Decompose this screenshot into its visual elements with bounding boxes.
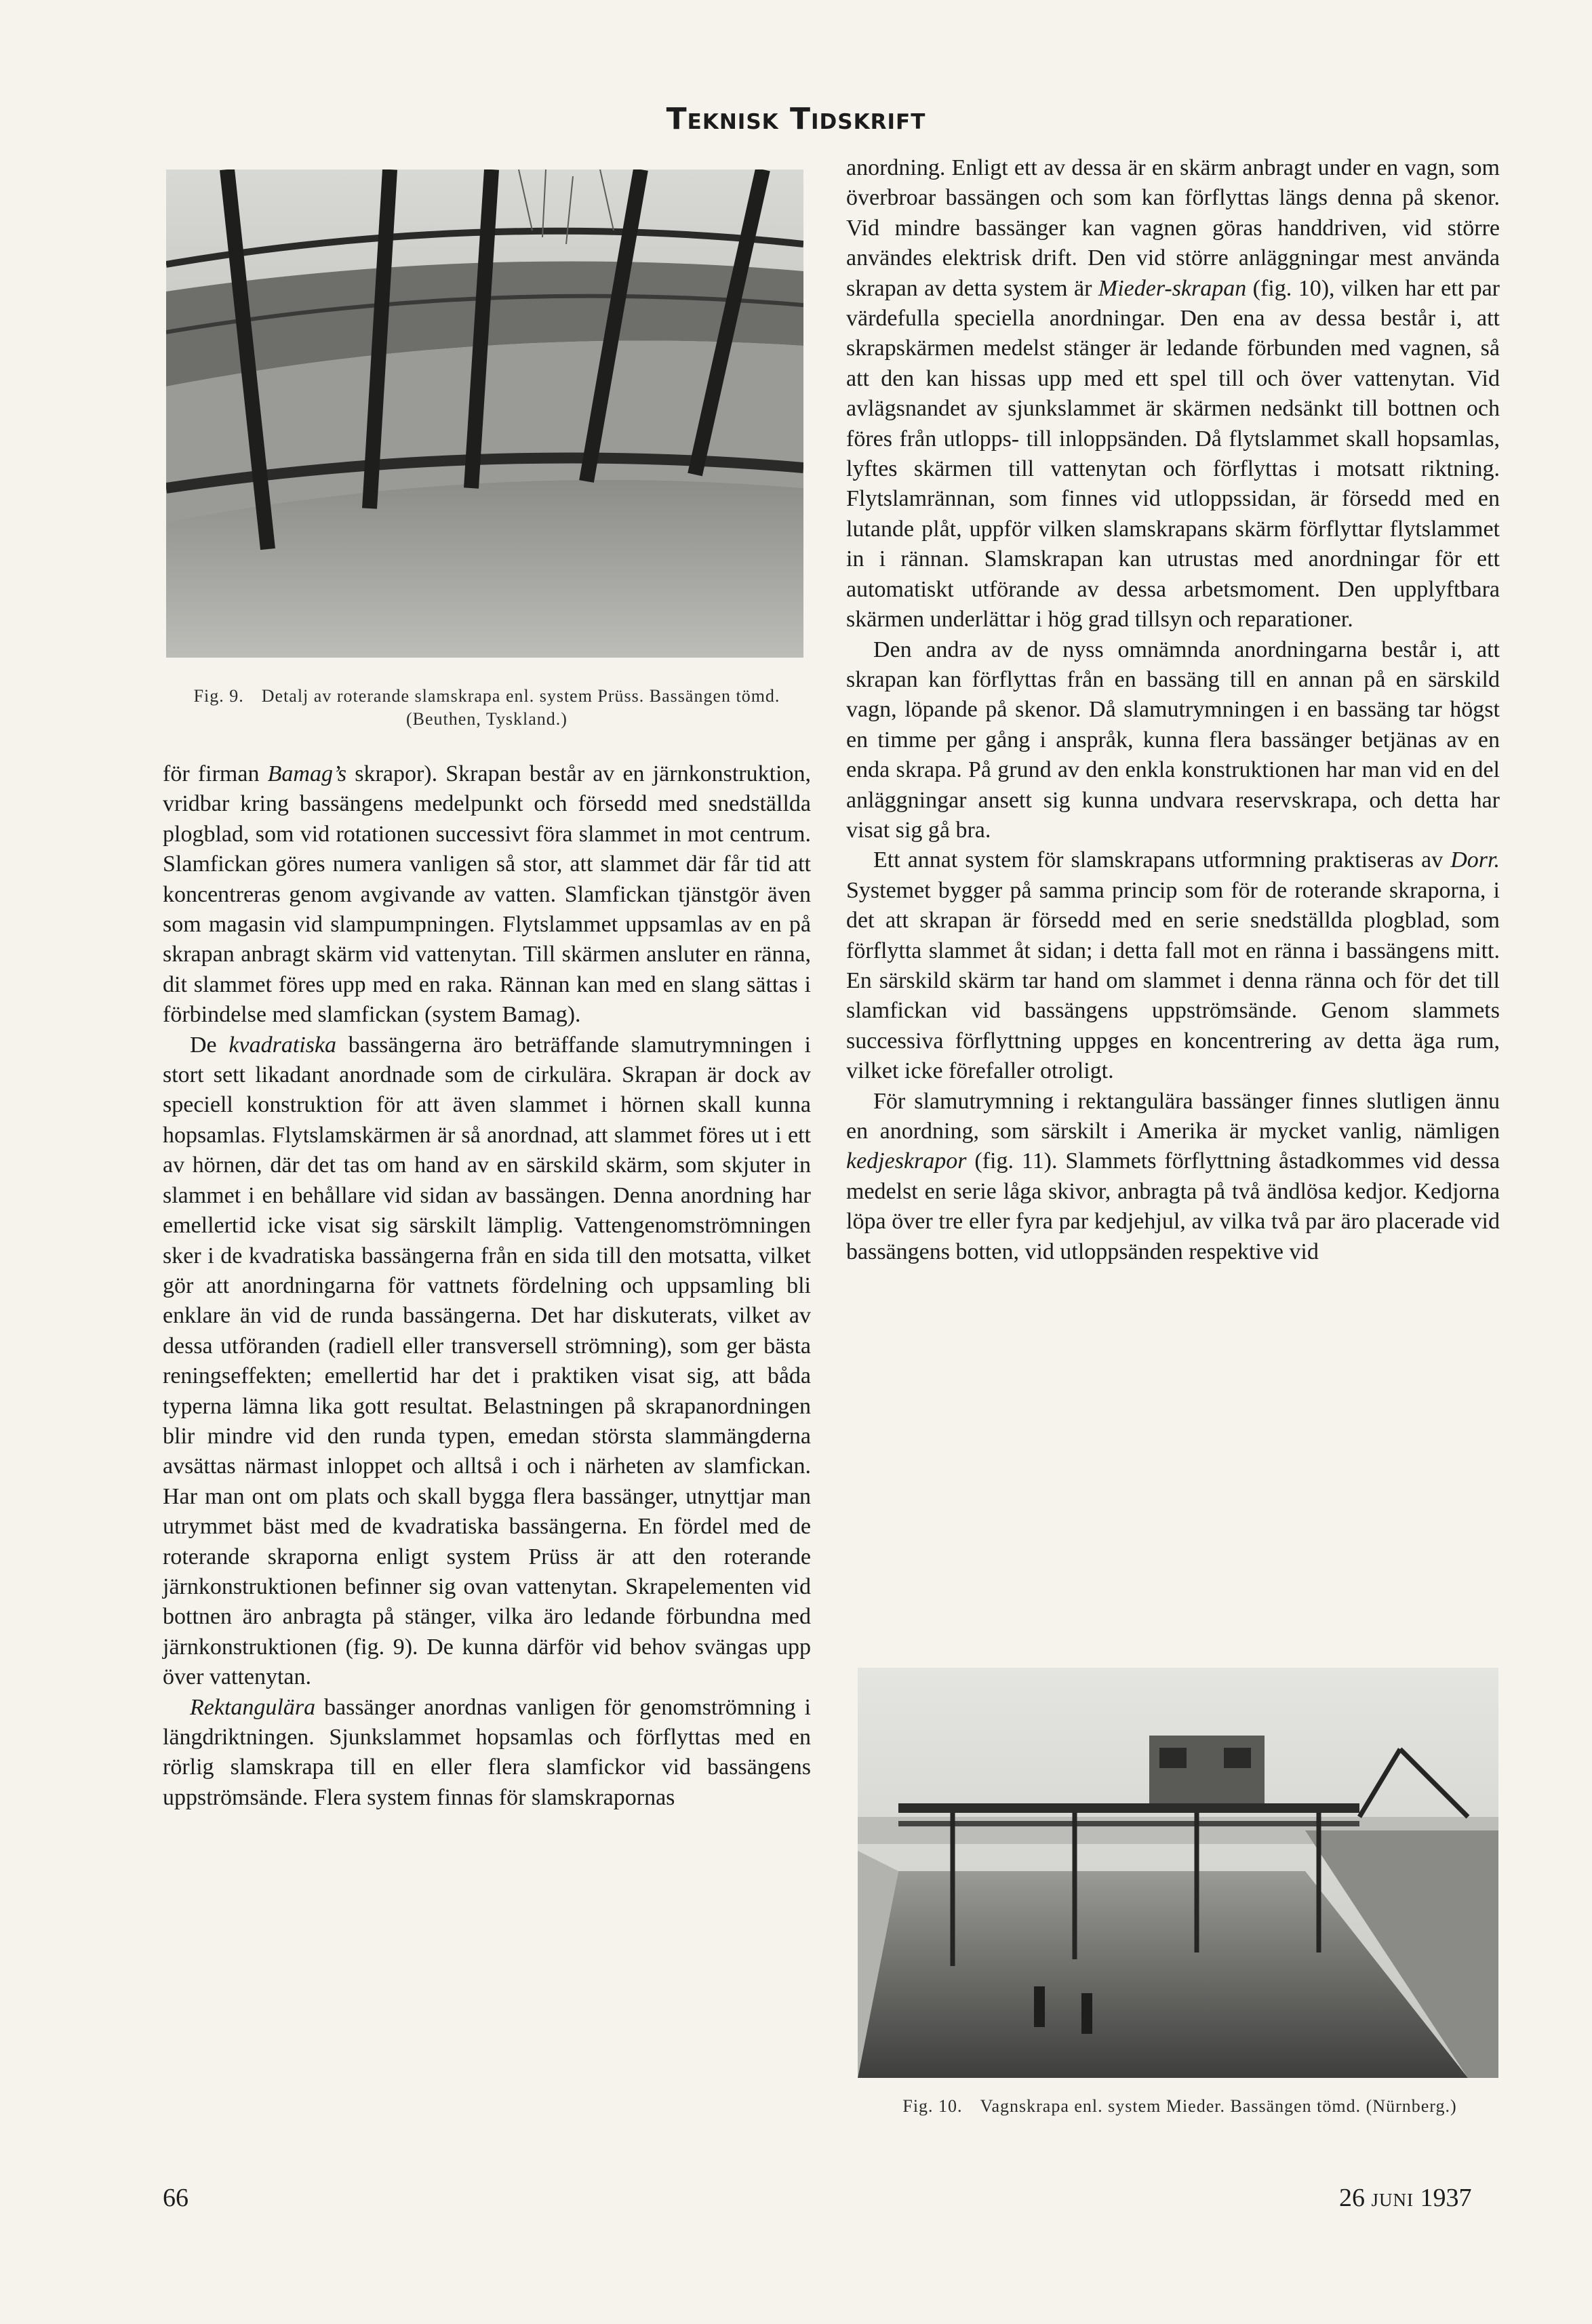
figure-10-label: Fig. 10. [902, 2096, 963, 2116]
issue-date [1339, 2183, 1472, 2213]
text-run: För slamutrymning i rektangulära bassänger finnes slutligen ännu en anordning, som särskilt i Amerika är mycket vanlig, nämligen [846, 1088, 1500, 1144]
text-run: för firman [163, 761, 268, 786]
figure-10-caption-text: Vagnskrapa enl. system Mieder. Bassängen tömd. (Nürnberg.) [980, 2096, 1457, 2116]
text-run: Systemet bygger på samma princip som för de roterande skraporna, i det att skrapan är försedd med en serie snedställda plogblad, som förflytta slammet åt sidan; i detta fall mot en ränna i bassängens mitt. En särskild skärm tar hand om slammet i denna ränna och för det till slamfickan vid bassängens uppströmsände. Genom slammets successiva förflyttning uppges en koncentrering av detta äga rum, vilket icke förefaller otroligt. [846, 877, 1500, 1084]
italic-term: kvadratiska [228, 1032, 337, 1058]
left-text-column [163, 759, 811, 1813]
italic-term: Mieder-skrapan [1098, 275, 1247, 301]
carriage-scraper-photo-illustration [858, 1668, 1498, 2078]
date-year: 1937 [1420, 2184, 1472, 2212]
figure-9-label: Fig. 9. [193, 686, 244, 706]
page-number: 66 [163, 2184, 188, 2212]
italic-term: Dorr. [1450, 847, 1500, 873]
text-run: De [190, 1032, 229, 1058]
figure-10-caption [854, 2095, 1505, 2118]
date-day: 26 [1339, 2184, 1365, 2212]
right-text-column [846, 153, 1500, 1267]
text-run: bassänger anordnas vanligen för genomströmning i längdriktningen. Sjunkslammet hopsamlas och förflyttas med en rörlig slamskrapa till en eller flera slamfickor vid bassängens uppströmsände. Flera system finnas för slamskrapornas [163, 1694, 811, 1810]
left-paragraph-2 [163, 1030, 811, 1693]
right-paragraph-1 [846, 153, 1500, 635]
right-paragraph-3 [846, 845, 1500, 1086]
text-run: (fig. 11). Slammets förflyttning åstadkommes vid dessa medelst en serie låga skivor, anbragta på två ändlösa kedjor. Kedjorna löpa över tre eller fyra par kedjehjul, av vilka två par äro placerade vid bassängens botten, vid utloppsänden respektive vid [846, 1148, 1500, 1264]
left-paragraph-1 [163, 759, 811, 1030]
scraper-photo-illustration [166, 169, 803, 658]
figure-10-photo [858, 1668, 1498, 2078]
italic-term: kedjeskrapor [846, 1148, 967, 1174]
left-paragraph-3 [163, 1693, 811, 1814]
figure-9-caption [155, 685, 819, 731]
right-paragraph-4 [846, 1087, 1500, 1267]
figure-9-photo [166, 169, 803, 658]
right-paragraph-2: Den andra av de nyss omnämnda anordningarna består i, att skrapan kan förflyttas från en bassäng till en annan på en särskild vagn, löpande på skenor. Då slamutrymningen i en bassäng tar högst en timme per gång i anspråk, kunna flera bassänger betjänas av en enda skrapa. På grund av den enkla konstruktionen har man vid en del anläggningar ansett sig kunna undvara reservskrapa, och detta har visat sig gå bra. [846, 637, 1500, 843]
text-run: anordning. Enligt ett av dessa är en skärm anbragt under en vagn, som överbroar bassängen och som kan förflyttas längs denna på skenor. Vid mindre bassänger kan vagnen göras handdriven, vid större användes elektrisk drift. Den vid större anläggningar mest använda skrapan av detta system är [846, 155, 1500, 301]
italic-term: Bamag’s [267, 761, 347, 786]
text-run: (fig. 10), vilken har ett par värdefulla speciella anordningar. Den ena av dessa består i, att skrapskärmen medelst stänger är ledande förbunden med vagnen, så att den kan hissas upp med ett spel till och över vattenytan. Vid avlägsnandet av sjunkslammet är skärmen nedsänkt till bottnen och föres från utlopps- till inloppsänden. Då flytslammet skall hopsamlas, lyftes skärmen till vattenytan och förflyttas i motsatt riktning. Flytslamrännan, som finnes vid utloppssidan, är försedd med en lutande plåt, uppför vilken slamskrapans skärm förflyttar flytslammet in i rännan. Slamskrapan kan utrustas med anordningar för ett automatiskt utförande av dessa arbetsmoment. Den upplyftbara skärmen underlättar i hög grad tillsyn och reparationer. [846, 275, 1500, 633]
journal-header: Teknisk Tidskrift [666, 102, 926, 136]
text-run: bassängerna äro beträffande slamutrymningen i stort sett likadant anordnade som de cirkulära. Skrapan är dock av speciell konstruktion för att även slammet i hörnen skall kunna hopsamlas. Flytslamskärmen är så anordnad, att slammet föres ut i ett av hörnen, där det tas om hand av en särskild skärm, som skjuter in slammet i en behållare vid sidan av bassängen. Denna anordning har emellertid icke visat sig särskilt lämplig. Vattengenomströmningen sker i de kvadratiska bassängerna från en sida till den motsatta, vilket gör att anordningarna för vattnets fördelning och uppsamling bli enklare än vid de runda bassängerna. Det har diskuterats, vilket av dessa utföranden (radiell eller transversell strömning), som ger bästa reningseffekten; emellertid har det i praktiken visat sig, att båda typerna lämna lika gott resultat. Belastningen på skrapanordningen blir mindre vid den runda typen, emedan största slammängderna avsättas närmast inloppet och alltså i och i närheten av slamfickan. Har man ont om plats och skall bygga flera bassänger, utnyttjar man utrymmet bäst med de kvadratiska bassängerna. En fördel med de roterande skraporna enligt system Prüss är att den roterande järnkonstruktionen befinner sig ovan vattenytan. Skrapelementen vid bottnen äro anbragta på stänger, vilka äro ledande förbundna med järnkonstruktionen (fig. 9). De kunna därför vid behov svängas upp över vattenytan. [163, 1032, 811, 1690]
figure-9-caption-text: Detalj av roterande slamskrapa enl. system Prüss. Bassängen tömd. (Beuthen, Tyskland.) [261, 686, 780, 729]
date-month: juni [1371, 2184, 1414, 2212]
text-run: skrapor). Skrapan består av en järnkonstruktion, vridbar kring bassängens medelpunkt och försedd med snedställda plogblad, som vid rotationen successivt föra slammet in mot centrum. Slamfickan göres numera vanligen så stor, att slammet där får tid att koncentreras genom avgivande av vatten. Slamfickan tjänstgör även som magasin vid slampumpningen. Flytslammet uppsamlas av en på skrapan anbragt skärm vid vattenytan. Till skärmen ansluter en ränna, dit slammet föres upp med en raka. Rännan kan med en slang sättas i förbindelse med slamfickan (system Bamag). [163, 761, 811, 1028]
text-run: Ett annat system för slamskrapans utformning praktiseras av [873, 847, 1451, 873]
italic-term: Rektangulära [190, 1694, 316, 1720]
